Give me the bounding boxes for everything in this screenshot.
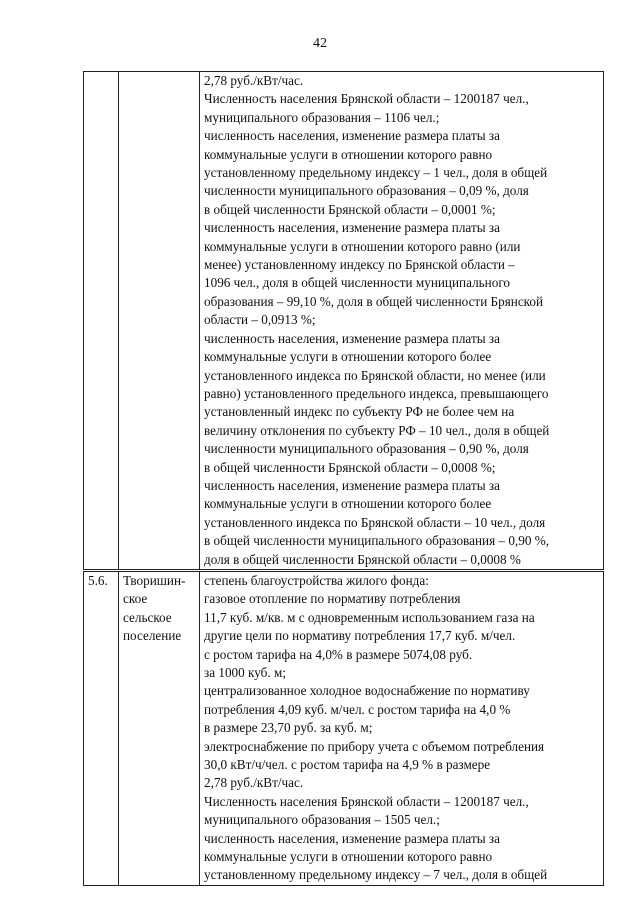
table-body [84,72,604,886]
description-line: 2,78 руб./кВт/час. [204,775,304,791]
description-line: численность населения, изменение размера платы за [204,128,500,144]
page-number: 42 [313,36,327,51]
description-line: менее) установленному индексу по Брянской области – [204,257,515,273]
municipality-name-cell [119,72,200,571]
municipality-name-cell [119,570,200,885]
description-line: в общей численности Брянской области – 0,0001 %; [204,201,496,217]
table-row [84,72,604,571]
description-line: Численность населения Брянской области – 1200187 чел., [204,793,529,809]
description-line: 30,0 кВт/ч/чел. с ростом тарифа на 4,9 % в размере [204,757,491,773]
description-line: коммунальные услуги в отношении которого более [204,496,492,512]
description-line: коммунальные услуги в отношении которого более [204,349,492,365]
description-line: установленный индекс по субъекту РФ не более чем на [204,404,515,420]
description-line: численности муниципального образования – 0,09 %, доля [204,183,529,199]
description-line: величину отклонения по субъекту РФ – 10 чел., доля в общей [204,422,550,438]
description-line: газовое отопление по нормативу потребления [204,591,461,607]
description-cell [200,72,604,571]
description-line: потребления 4,09 куб. м/чел. с ростом тарифа на 4,0 % [204,701,511,717]
description-line: Численность населения Брянской области – 1200187 чел., [204,91,529,107]
description-line: 1096 чел., доля в общей численности муниципального [204,275,510,291]
description-line: равно) установленного предельного индекса, превышающего [204,385,549,401]
description-line: коммунальные услуги в отношении которого равно [204,146,493,162]
description-line: другие цели по нормативу потребления 17,7 куб. м/чел. [204,628,516,644]
description-line: установленного индекса по Брянской области, но менее (или [204,367,546,383]
row-number-cell [84,72,119,571]
description-line: в размере 23,70 руб. за куб. м; [204,720,373,736]
description-line: образования – 99,10 %, доля в общей численности Брянской [204,293,544,309]
description-line: численность населения, изменение размера платы за [204,330,500,346]
description-line: 11,7 куб. м/кв. м с одновременным использованием газа на [204,609,535,625]
description-line: установленному предельному индексу – 7 чел., доля в общей [204,867,548,883]
description-line: степень благоустройства жилого фонда: [204,572,429,588]
description-line: с ростом тарифа на 4,0% в размере 5074,08 руб. [204,646,473,662]
municipality-name-line: поселение [123,628,182,644]
description-line: электроснабжение по прибору учета с объемом потребления [204,738,545,754]
description-line: численность населения, изменение размера платы за [204,477,500,493]
description-line: в общей численности Брянской области – 0,0008 %; [204,459,496,475]
description-line: коммунальные услуги в отношении которого равно (или [204,238,521,254]
description-line: 2,78 руб./кВт/час. [204,73,304,88]
description-line: коммунальные услуги в отношении которого равно [204,849,493,865]
description-line: муниципального образования – 1106 чел.; [204,109,440,125]
description-line: установленному предельному индексу – 1 чел., доля в общей [204,165,548,181]
tariff-table [83,71,604,886]
description-line: численности муниципального образования – 0,90 %, доля [204,441,529,457]
description-line: муниципального образования – 1505 чел.; [204,812,440,828]
description-line: численность населения, изменение размера платы за [204,220,500,236]
municipality-name-line: ское [123,591,148,607]
description-cell [200,570,604,885]
description-line: централизованное холодное водоснабжение по нормативу [204,683,530,699]
municipality-name-line: сельское [123,609,172,625]
description-line: в общей численности муниципального образования – 0,90 %, [204,533,549,549]
description-line: установленного индекса по Брянской области – 10 чел., доля [204,514,546,530]
municipality-name-line: Творишин- [123,572,186,588]
description-line: численность населения, изменение размера платы за [204,830,500,846]
description-line: доля в общей численности Брянской области – 0,0008 % [204,551,521,567]
row-number-cell: 5.6. [84,570,119,885]
description-line: области – 0,0913 %; [204,312,316,328]
table-row [84,570,604,885]
description-line: за 1000 куб. м; [204,665,286,680]
